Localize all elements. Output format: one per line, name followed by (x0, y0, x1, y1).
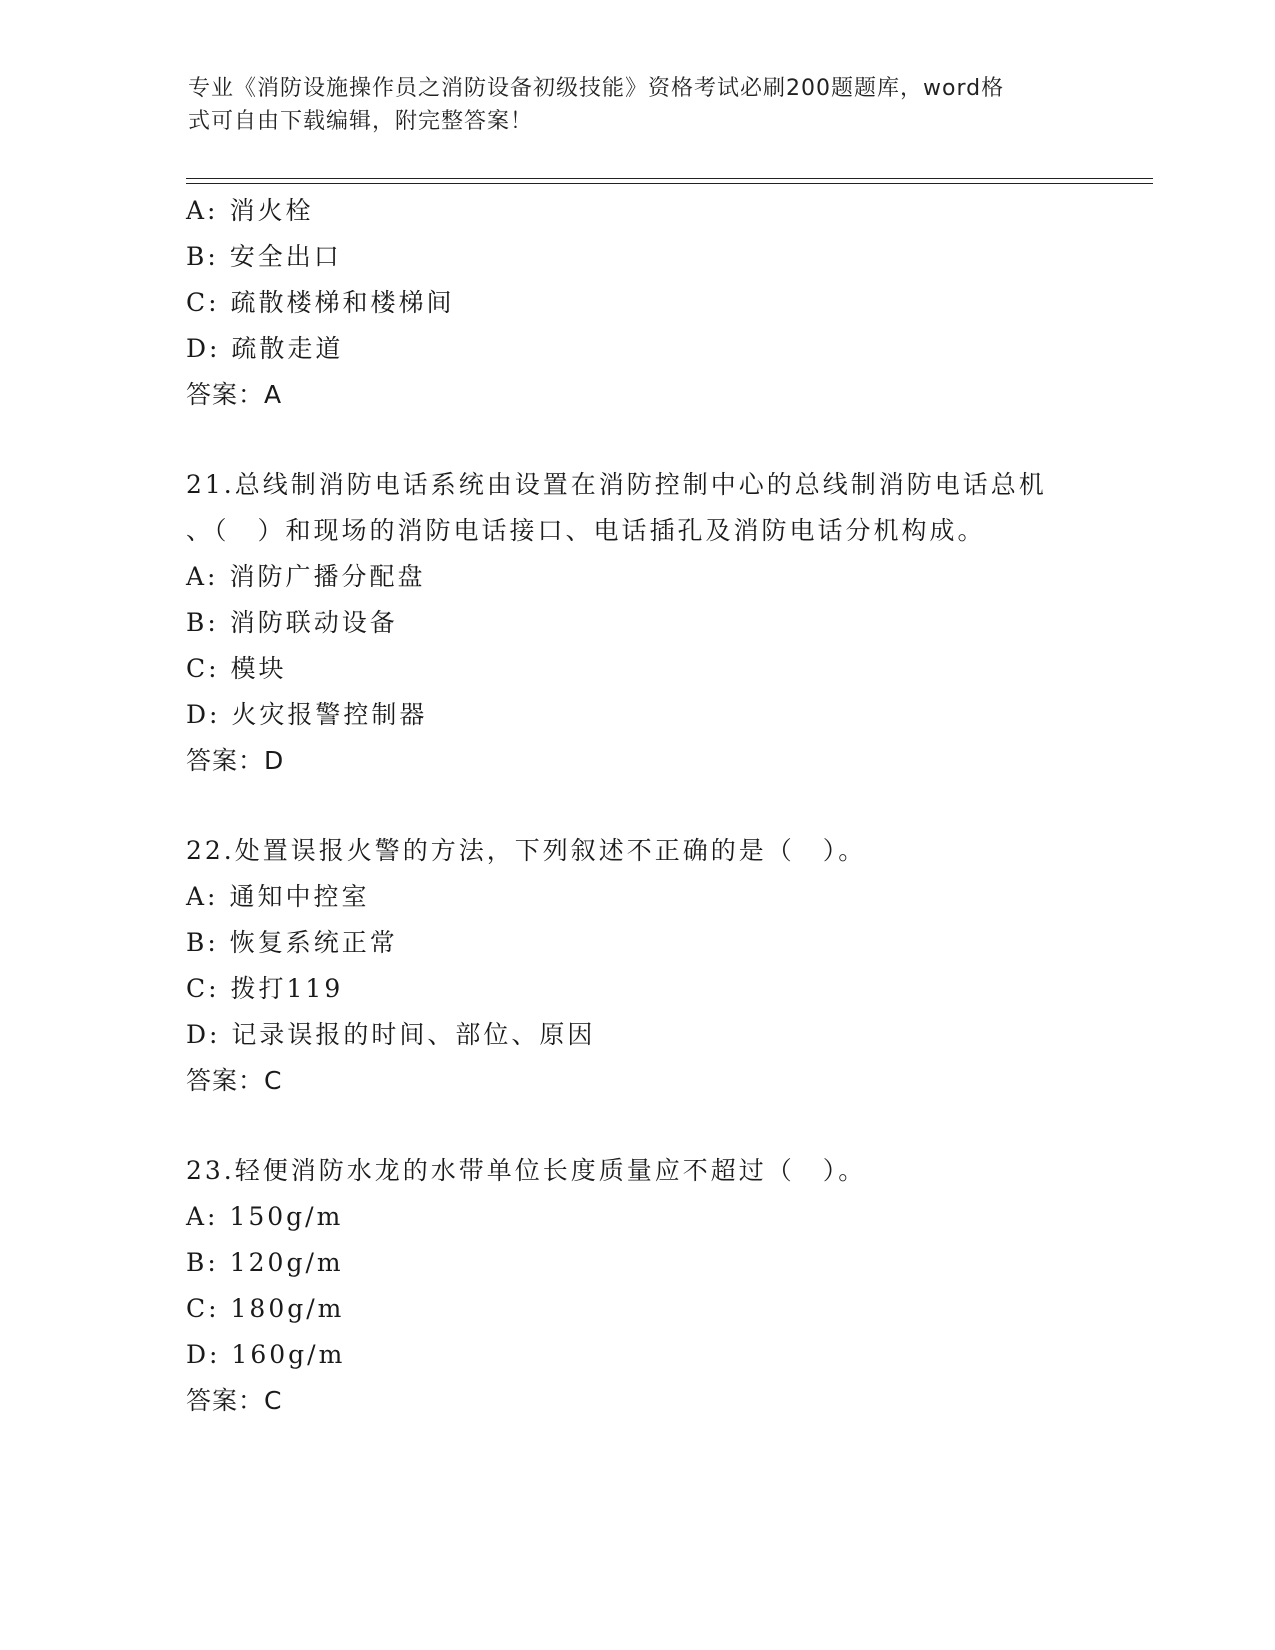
option-b: B: 120g/m (186, 1248, 344, 1277)
option-a: A: 通知中控室 (186, 882, 370, 911)
question-23 (186, 1148, 1146, 1424)
option-c: C: 180g/m (186, 1294, 345, 1323)
option-a: A: 消火栓 (186, 196, 314, 225)
document-header (188, 72, 1088, 138)
header-divider-top (186, 178, 1153, 179)
question-22 (186, 828, 1146, 1104)
question-21 (186, 462, 1146, 784)
option-b: B: 安全出口 (186, 242, 342, 271)
option-a: A: 150g/m (186, 1202, 344, 1231)
option-b: B: 消防联动设备 (186, 608, 398, 637)
header-divider-bottom (186, 183, 1153, 184)
answer: 答案：C (186, 1066, 283, 1095)
question-text-line-1: 23.轻便消防水龙的水带单位长度质量应不超过（ ）。 (186, 1156, 867, 1185)
option-b: B: 恢复系统正常 (186, 928, 398, 957)
question-text-line-2: 、（ ）和现场的消防电话接口、电话插孔及消防电话分机构成。 (186, 516, 986, 545)
header-line-2: 式可自由下载编辑，附完整答案！ (188, 109, 534, 134)
answer: 答案：D (186, 746, 285, 775)
question-text-line-1: 21.总线制消防电话系统由设置在消防控制中心的总线制消防电话总机 (186, 470, 1047, 499)
option-c: C: 拨打119 (186, 974, 344, 1003)
option-d: D: 160g/m (186, 1340, 346, 1369)
option-c: C: 模块 (186, 654, 287, 683)
question-text-line-1: 22.处置误报火警的方法，下列叙述不正确的是（ ）。 (186, 836, 867, 865)
option-d: D: 火灾报警控制器 (186, 700, 428, 729)
question-20 (186, 188, 1146, 418)
answer: 答案：C (186, 1386, 283, 1415)
option-c: C: 疏散楼梯和楼梯间 (186, 288, 455, 317)
header-line-1: 专业《消防设施操作员之消防设备初级技能》资格考试必刷200题题库，word格 (188, 76, 1005, 101)
option-a: A: 消防广播分配盘 (186, 562, 426, 591)
question-list (186, 188, 1146, 1424)
answer: 答案：A (186, 380, 283, 409)
option-d: D: 记录误报的时间、部位、原因 (186, 1020, 596, 1049)
option-d: D: 疏散走道 (186, 334, 344, 363)
